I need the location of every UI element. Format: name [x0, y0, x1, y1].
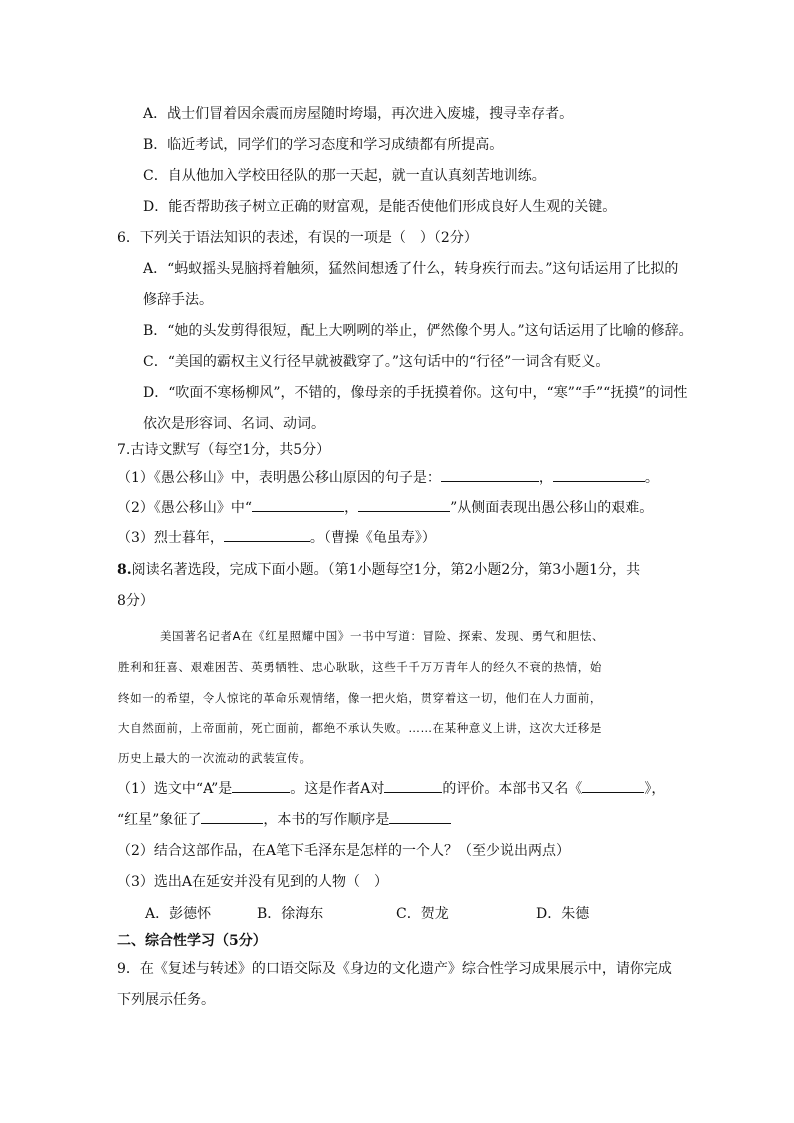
- answer-blank[interactable]: [553, 469, 645, 482]
- q8-sub2: （2）结合这部作品，在A笔下毛泽东是怎样的一个人？（至少说出两点）: [117, 843, 571, 859]
- answer-blank[interactable]: [224, 529, 310, 542]
- q8-choice-c: C．贺龙: [396, 906, 449, 922]
- q6-stem: 6．下列关于语法知识的表述，有误的一项是（ ）（2分）: [117, 230, 478, 246]
- q8-sub1-line1: [117, 780, 665, 798]
- answer-blank[interactable]: [582, 780, 644, 793]
- q6-option-b: B．“她的头发剪得很短，配上大咧咧的举止，俨然像个男人。”这句话运用了比喻的修辞。: [143, 323, 693, 339]
- answer-blank[interactable]: [384, 780, 442, 793]
- answer-blank[interactable]: [232, 780, 290, 793]
- q8-choice-b: B．徐海东: [257, 906, 324, 922]
- answer-blank[interactable]: [358, 499, 450, 512]
- q7-sub3: [117, 529, 436, 547]
- q8-sub1-text: 》，: [644, 781, 666, 797]
- q5-option-b: B．临近考试，同学们的学习态度和学习成绩都有所提高。: [143, 137, 504, 153]
- q8-stem-line2: 8分）: [117, 593, 154, 609]
- q8-passage-line: 终如一的希望，令人惊诧的革命乐观情绪，像一把火焰，贯穿着这一切，他们在人力面前，: [118, 691, 602, 705]
- q6-option-d-line2: 依次是形容词、名词、动词。: [143, 416, 325, 432]
- q7-sub1-end: 。: [644, 470, 659, 486]
- q9-line1: 9．在《复述与转述》的口语交际及《身边的文化遗产》综合性学习成果展示中，请你完成: [117, 961, 672, 977]
- q6-option-a-line1: A．“蚂蚁摇头晃脑捋着触须，猛然间想透了什么，转身疾行而去。”这句话运用了比拟的: [143, 261, 679, 277]
- q7-sub3-prefix: （3）烈士暮年，: [117, 530, 224, 546]
- q7-sub3-end: 。（曹操《龟虽寿》）: [309, 530, 436, 546]
- answer-blank[interactable]: [252, 499, 344, 512]
- q8-choice-a: A．彭德怀: [145, 906, 212, 922]
- answer-blank[interactable]: [201, 811, 263, 824]
- q7-sub1: [117, 469, 659, 487]
- q7-sub1-prefix: （1）《愚公移山》中，表明愚公移山原因的句子是：: [117, 470, 441, 486]
- q8-passage-line: 美国著名记者A在《红星照耀中国》一书中写道：冒险、探索、发现、勇气和胆怯、: [160, 629, 605, 643]
- section-heading: 二、综合性学习（5分）: [117, 933, 267, 949]
- q7-sub2-prefix: （2）《愚公移山》中“: [117, 500, 253, 516]
- q7-sub1-comma: ，: [538, 470, 553, 486]
- q8-number: 8.: [117, 562, 132, 578]
- q7-sub2: [117, 499, 653, 517]
- q7-sub2-comma: ，: [344, 500, 359, 516]
- q5-option-c: C．自从他加入学校田径队的那一天起，就一直认真刻苦地训练。: [143, 168, 546, 184]
- q8-sub1-text: ，本书的写作顺序是: [263, 812, 390, 828]
- q9-line2: 下列展示任务。: [117, 992, 215, 1008]
- q8-sub1-line2: [117, 811, 451, 829]
- q8-sub1-text: （1）选文中“A”是: [117, 781, 233, 797]
- q8-choice-d: D．朱德: [536, 906, 590, 922]
- q6-option-a-line2: 修辞手法。: [143, 292, 213, 308]
- answer-blank[interactable]: [389, 811, 451, 824]
- q8-sub3: （3）选出A在延安并没有见到的人物（ ）: [117, 874, 389, 890]
- q5-option-d: D．能否帮助孩子树立正确的财富观，是能否使他们形成良好人生观的关键。: [143, 199, 617, 215]
- q8-stem-text: 阅读名著选段，完成下面小题。（第1小题每空1分，第2小题2分，第3小题1分，共: [131, 562, 641, 578]
- q8-sub1-text: “红星”象征了: [117, 812, 202, 828]
- q7-sub2-end: ”从侧面表现出愚公移山的艰难。: [450, 500, 654, 516]
- q5-option-a: A．战士们冒着因余震而房屋随时垮塌，再次进入废墟，搜寻幸存者。: [143, 106, 574, 122]
- q6-option-c: C．“美国的霸权主义行径早就被戳穿了。”这句话中的“行径”一词含有贬义。: [143, 354, 610, 370]
- q8-passage-line: 胜利和狂喜、艰难困苦、英勇牺牲、忠心耿耿，这些千千万万青年人的经久不衰的热情，始: [118, 660, 602, 674]
- q8-stem-line1: [117, 561, 640, 579]
- q7-stem: 7.古诗文默写（每空1分，共5分）: [117, 442, 331, 458]
- q8-passage-line: 历史上最大的一次流动的武装宣传。: [118, 751, 312, 765]
- answer-blank[interactable]: [441, 469, 539, 482]
- q8-sub1-text: 的评价。本部书又名《: [442, 781, 583, 797]
- q8-passage-line: 大自然面前，上帝面前，死亡面前，都绝不承认失败。……在某种意义上讲，这次大迁移是: [118, 721, 602, 735]
- q8-sub1-text: 。这是作者A对: [290, 781, 385, 797]
- q6-option-d-line1: D．“吹面不寒杨柳风”，不错的，像母亲的手抚摸着你。这句中，“寒”“手”“抚摸”的词性: [143, 385, 688, 401]
